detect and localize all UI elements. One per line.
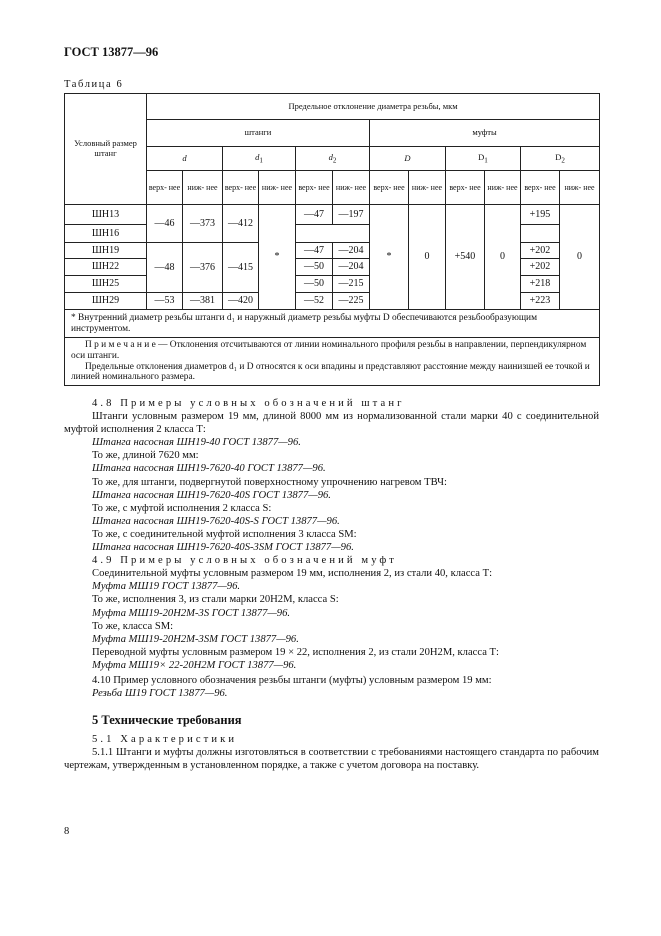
header-upper: верх- нее — [223, 171, 259, 205]
cell: —47 — [296, 205, 333, 225]
cell: —48 — [147, 243, 183, 293]
cell: —376 — [183, 243, 223, 293]
page-number: 8 — [64, 826, 70, 837]
para-4-8-heading: 4.8 Примеры условных обозначений штанг — [92, 398, 405, 409]
header-lower: ниж- нее — [259, 171, 296, 205]
cell: —381 — [183, 293, 223, 310]
cell: —215 — [333, 276, 370, 293]
cell: 0 — [560, 205, 600, 310]
note-label: П р и м е ч а н и е — — [85, 340, 168, 350]
row-label: ШН19 — [65, 243, 147, 259]
para-4-10: 4.10 Пример условного обозначения резьбы штанги (муфты) условным размером 19 мм: — [92, 674, 492, 686]
header-upper: верх- нее — [446, 171, 485, 205]
cell: —373 — [183, 205, 223, 243]
cell: —50 — [296, 276, 333, 293]
cell: —204 — [333, 243, 370, 259]
header-upper: верх- нее — [521, 171, 560, 205]
header-d1: $d_1$ — [223, 147, 296, 171]
cell: —53 — [147, 293, 183, 310]
example: Штанга насосная ШН19-7620-40 ГОСТ 13877—96. — [92, 463, 326, 475]
table-caption: Таблица 6 — [64, 79, 124, 90]
body-text — [64, 397, 599, 773]
para-4-9-heading: 4.9 Примеры условных обозначений муфт — [92, 555, 398, 567]
row-label: ШН29 — [65, 293, 147, 310]
para: То же, длиной 7620 мм: — [92, 450, 199, 462]
example: Резьба Ш19 ГОСТ 13877—96. — [92, 688, 228, 700]
example: Муфта МШ19× 22-20Н2М ГОСТ 13877—96. — [92, 659, 297, 671]
cell: —420 — [223, 293, 259, 310]
cell: 0 — [409, 205, 446, 310]
cell: —412 — [223, 205, 259, 243]
table-note — [65, 338, 600, 386]
para: Соединительной муфты условным размером 19 мм, исполнения 2, из стали 40, класса Т: — [92, 568, 493, 580]
cell: +202 — [521, 243, 560, 259]
cell: —52 — [296, 293, 333, 310]
header-size: Условный размер штанг — [65, 94, 147, 205]
header-lower: ниж- нее — [333, 171, 370, 205]
cell: 0 — [485, 205, 521, 310]
section-5-heading: 5 Технические требования — [92, 713, 242, 728]
para: То же, класса SM: — [92, 620, 174, 632]
para: То же, с соединительной муфтой исполнения 3 класса SM: — [92, 528, 357, 540]
para-5-1-heading: 5.1 Характеристики — [92, 734, 238, 746]
row-label: ШН16 — [65, 225, 147, 243]
cell: —415 — [223, 243, 259, 293]
para: То же, исполнения 3, из стали марки 20Н2М, класса S: — [92, 594, 339, 606]
cell: +223 — [521, 293, 560, 310]
cell: —225 — [333, 293, 370, 310]
header-couplings: муфты — [370, 120, 600, 147]
row-label: ШН13 — [65, 205, 147, 225]
deviation-table — [64, 93, 600, 386]
cell: +202 — [521, 259, 560, 276]
cell: —47 — [296, 243, 333, 259]
header-D: D — [370, 147, 446, 171]
header-upper: верх- нее — [147, 171, 183, 205]
header-upper: верх- нее — [370, 171, 409, 205]
example: Штанга насосная ШН19-7620-40S-3SM ГОСТ 13877—96. — [92, 542, 354, 554]
header-rods: штанги — [147, 120, 370, 147]
para-4-8-a: Штанги условным размером 19 мм, длиной 8000 мм из нормализованной стали марки 40 с соединительной муфтой исполнения 2 класса Т: — [64, 411, 599, 436]
header-d: d — [147, 147, 223, 171]
example: Муфта МШ19 ГОСТ 13877—96. — [92, 581, 241, 593]
cell: +218 — [521, 276, 560, 293]
cell: —50 — [296, 259, 333, 276]
header-d2: $d_2$ — [296, 147, 370, 171]
header-lower: ниж- нее — [560, 171, 600, 205]
para: То же, с муфтой исполнения 2 класса S: — [92, 502, 272, 514]
cell — [521, 225, 560, 243]
cell: * — [370, 205, 409, 310]
table-footnote: * Внутренний диаметр резьбы штанги d₁ и наружный диаметр резьбы муфты D обеспечиваются резьбообразующим инструментом. — [65, 310, 600, 338]
example: Штанга насосная ШН19-7620-40S ГОСТ 13877—96. — [92, 489, 331, 501]
cell — [296, 225, 370, 243]
header-lower: ниж- нее — [409, 171, 446, 205]
header-D2: $D_2$ — [521, 147, 600, 171]
header-upper: верх- нее — [296, 171, 333, 205]
cell: —197 — [333, 205, 370, 225]
example: Штанга насосная ШН19-40 ГОСТ 13877—96. — [92, 437, 301, 449]
header-lower: ниж- нее — [485, 171, 521, 205]
cell: —204 — [333, 259, 370, 276]
para-5-1-1: 5.1.1 Штанги и муфты должны изготовляться в соответствии с требованиями настоящего стандарта по рабочим чертежам, утвержденным в установленном порядке, а также с учетом договора на поставку. — [64, 747, 599, 772]
header-lower: ниж- нее — [183, 171, 223, 205]
example: Муфта МШ19-20Н2М-3S ГОСТ 13877—96. — [92, 607, 291, 619]
cell: —46 — [147, 205, 183, 243]
cell: +540 — [446, 205, 485, 310]
para: То же, для штанги, подвергнутой поверхностному упрочнению нагревом ТВЧ: — [92, 476, 447, 488]
document-header: ГОСТ 13877—96 — [64, 45, 159, 59]
row-label: ШН25 — [65, 276, 147, 293]
row-label: ШН22 — [65, 259, 147, 276]
note-1: Отклонения отсчитываются от линии номинального профиля резьбы в направлении, перпендикулярном оси штанги. — [71, 340, 587, 361]
para: Переводной муфты условным размером 19 × 22, исполнения 2, из стали 20Н2М, класса Т: — [92, 646, 499, 658]
cell: +195 — [521, 205, 560, 225]
header-group: Предельное отклонение диаметра резьбы, мкм — [147, 94, 600, 120]
example: Штанга насосная ШН19-7620-40S-S ГОСТ 13877—96. — [92, 515, 340, 527]
note-2: Предельные отклонения диаметров d₁ и D относятся к оси впадины и представляют расстояние между наинизшей ее точкой и линией номинального размера. — [71, 361, 590, 383]
cell: * — [259, 205, 296, 310]
header-D1: $D_1$ — [446, 147, 521, 171]
example: Муфта МШ19-20Н2М-3SM ГОСТ 13877—96. — [92, 633, 299, 645]
